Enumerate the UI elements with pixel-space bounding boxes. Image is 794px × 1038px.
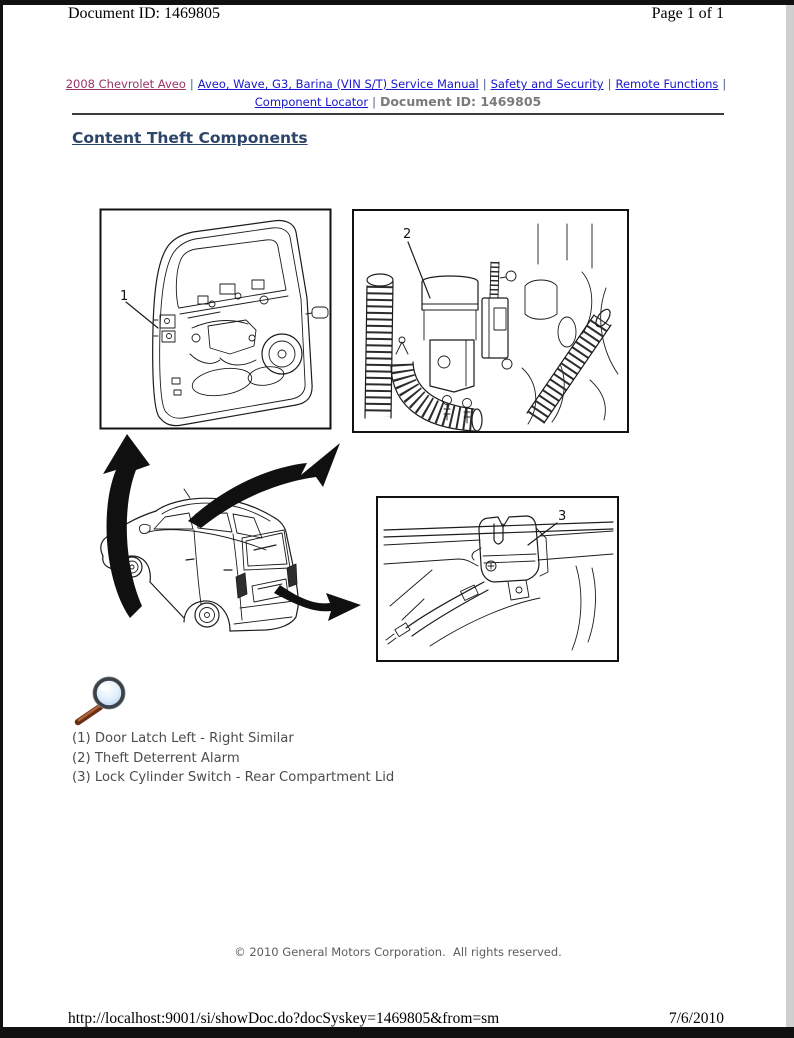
print-footer [68,1010,724,1028]
header-divider-rule [72,113,724,115]
breadcrumb-separator: | [482,77,487,91]
arrow-to-door-diagram [103,434,150,618]
breadcrumb [48,75,748,111]
print-footer-date: 7/6/2010 [668,1010,724,1027]
legend-item-theft-alarm: (2) Theft Deterrent Alarm [72,750,240,766]
print-footer-url: http://localhost:9001/si/showDoc.do?docSyskey=1469805&from=sm [68,1010,500,1027]
lock-diagram [377,497,618,661]
right-gray-strip [786,5,794,1027]
component-legend [72,729,394,788]
print-header-page-number: Page 1 of 1 [651,5,724,22]
door-diagram [101,210,331,429]
breadcrumb-current-document-id: Document ID: 1469805 [379,94,542,109]
breadcrumb-separator: | [722,77,727,91]
callout-3: 3 [558,509,567,524]
alarm-diagram [353,210,628,432]
callout-1: 1 [120,289,129,304]
breadcrumb-separator: | [189,77,194,91]
left-black-border [0,0,3,1030]
breadcrumb-link-safety-security[interactable]: Safety and Security [490,77,604,91]
arrow-to-alarm-diagram [188,443,340,528]
legend-item-door-latch: (1) Door Latch Left - Right Similar [72,731,294,746]
breadcrumb-link-vehicle[interactable]: 2008 Chevrolet Aveo [65,77,186,91]
magnifier-icon [70,674,134,726]
arrow-to-lock-diagram [274,585,361,621]
print-header-document-id: Document ID: 1469805 [68,5,220,22]
breadcrumb-line-2 [48,93,748,111]
breadcrumb-link-remote-functions[interactable]: Remote Functions [615,77,719,91]
component-locator-figure [70,168,730,674]
breadcrumb-separator: | [607,77,612,91]
breadcrumb-link-service-manual[interactable]: Aveo, Wave, G3, Barina (VIN S/T) Service Manual [197,77,479,91]
breadcrumb-separator: | [372,95,376,109]
page-title: Content Theft Components [72,129,308,147]
figure-canvas [70,168,730,674]
breadcrumb-line-1 [48,75,748,93]
breadcrumb-link-component-locator[interactable]: Component Locator [254,95,369,109]
callout-2: 2 [403,227,412,242]
copyright-notice: © 2010 General Motors Corporation. All rights reserved. [234,945,562,959]
legend-item-lock-cylinder: (3) Lock Cylinder Switch - Rear Compartment Lid [72,770,395,786]
print-header [68,5,724,23]
bottom-black-bar [0,1027,794,1038]
